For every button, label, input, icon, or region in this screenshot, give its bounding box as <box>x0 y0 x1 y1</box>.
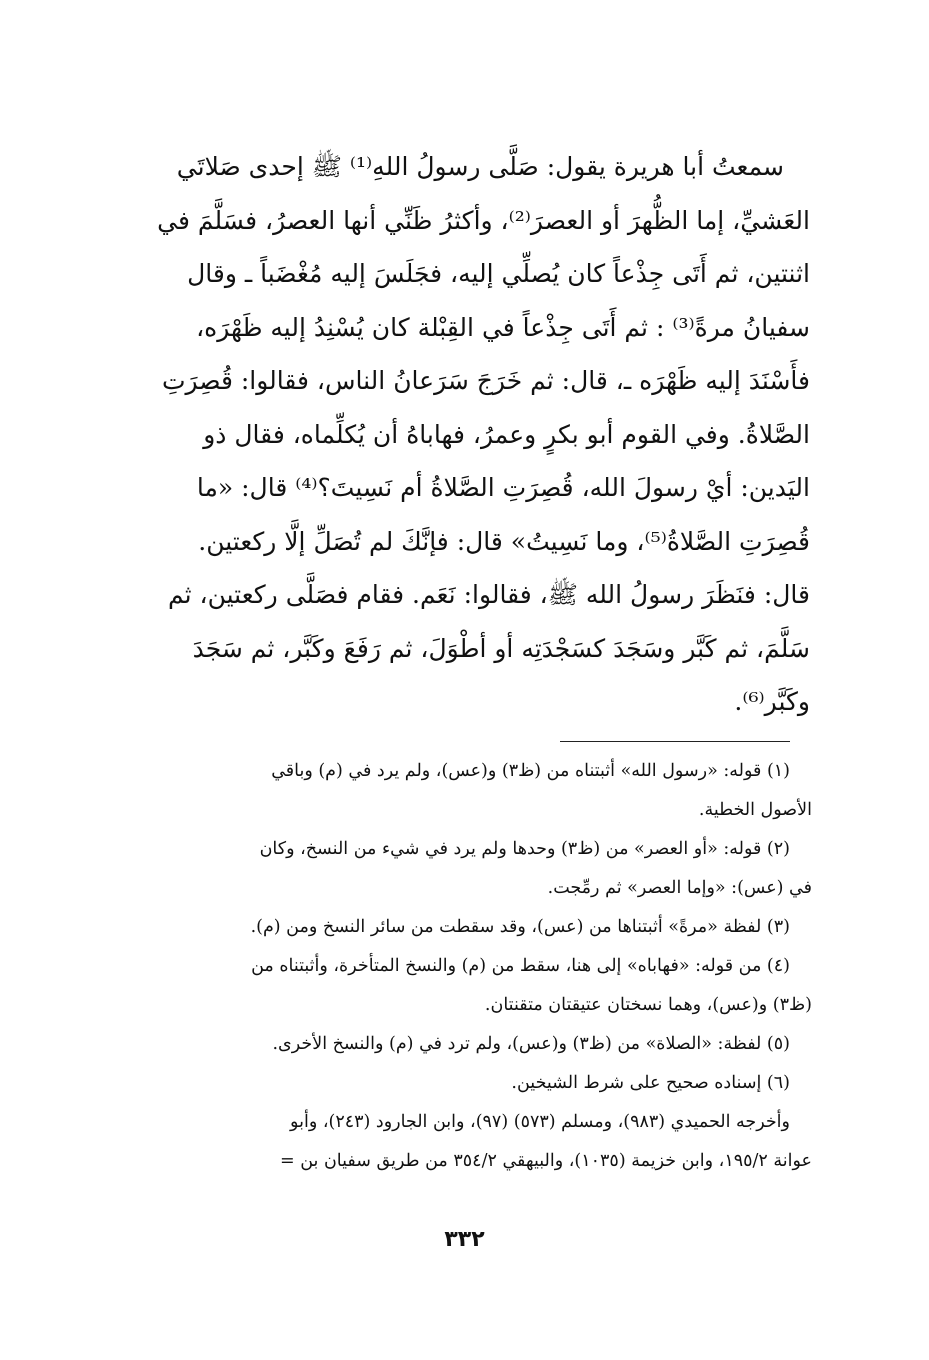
text-line: فأَسْنَدَ إليه ظَهْرَه ـ، قال: ثم خَرَجَ سَرَعانُ الناس، فقالوا: قُصِرَتِ <box>161 366 810 395</box>
hadith-text <box>98 140 810 729</box>
footnote-line: (٥) لفظة: «الصلاة» من (ظ٣) و(عس)، ولم ترد في (م) والنسخ الأخرى. <box>272 1034 790 1054</box>
text-line: سَلَّمَ، ثم كَبَّر وسَجَدَ كسَجْدَتِه أو أطْوَلَ، ثم رَفَعَ وكَبَّر، ثم سَجَدَ <box>192 633 810 663</box>
footnote-line: (٣) لفظة «مرةً» أثبتناها من (عس)، وقد سقطت من سائر النسخ ومن (م). <box>250 917 790 937</box>
text-line: العَشيِّ، إما الظُّهرَ أو العصرَ⁽²⁾، وأكثرُ ظَنِّي أنها العصرُ، فسَلَّمَ في <box>157 205 810 235</box>
footnote-line: (٤) من قوله: «فهاباه» إلى هنا، سقط من (م) والنسخ المتأخرة، وأثبتناه من <box>251 956 790 976</box>
text-line: الصَّلاةُ. وفي القوم أبو بكرٍ وعمرُ، فهاباهُ أن يُكلِّماه، فقال ذو <box>203 419 810 449</box>
footnote-line: الأصول الخطية. <box>698 800 812 820</box>
text-line: وكَبَّر⁽⁶⁾. <box>734 687 810 716</box>
footnote-line: عوانة ١٩٥/٢، وابن خزيمة (١٠٣٥)، والبيهقي ٣٥٤/٢ من طريق سفيان بن = <box>279 1151 812 1171</box>
footnote-line: في (عس): «وإما العصر» ثم رمِّجت. <box>547 878 812 898</box>
footnote-separator <box>560 741 790 742</box>
text-line: قُصِرَتِ الصَّلاةُ⁽⁵⁾، وما نَسِيتُ» قال: فإنَّكَ لم تُصَلِّ إلَّا ركعتين. <box>198 526 810 556</box>
text-line: اثنتين، ثم أَتَى جِذْعاً كان يُصلِّي إليه، فجَلَسَ إليه مُغْضَباً ـ وقال <box>187 259 810 288</box>
footnotes <box>96 752 812 1181</box>
footnote-line: (٦) إسناده صحيح على شرط الشيخين. <box>511 1073 790 1093</box>
text-line: قال: فنَظَرَ رسولُ الله ﷺ، فقالوا: نَعَم. فقام فصَلَّى ركعتين، ثم <box>167 580 810 609</box>
page-number: ٣٣٢ <box>444 1227 485 1252</box>
text-line: سمعتُ أبا هريرة يقول: صَلَّى رسولُ اللهِ⁽¹⁾ ﷺ إحدى صَلاتَي <box>176 152 784 181</box>
footnote-line: (ظ٣) و(عس)، وهما نسختان عتيقتان متقنتان. <box>484 995 812 1015</box>
text-line: اليَدين: أيْ رسولَ الله، قُصِرَتِ الصَّلاةُ أم نَسِيتَ؟⁽⁴⁾ قال: «ما <box>196 473 810 502</box>
footnote-line: (١) قوله: «رسول الله» أثبتناه من (ظ٣) و(عس)، ولم يرد في (م) وباقي <box>271 761 790 781</box>
text-line: سفيانُ مرةً⁽³⁾ : ثم أَتَى جِذْعاً في القِبْلة كان يُسْنِدُ إليه ظَهْرَه، <box>196 312 810 342</box>
footnote-line: (٢) قوله: «أو العصر» من (ظ٣) وحدها ولم يرد في شيء من النسخ، وكان <box>259 839 790 859</box>
footnote-line: وأخرجه الحميدي (٩٨٣)، ومسلم (٥٧٣) (٩٧)، وابن الجارود (٢٤٣)، وأبو <box>290 1112 790 1132</box>
